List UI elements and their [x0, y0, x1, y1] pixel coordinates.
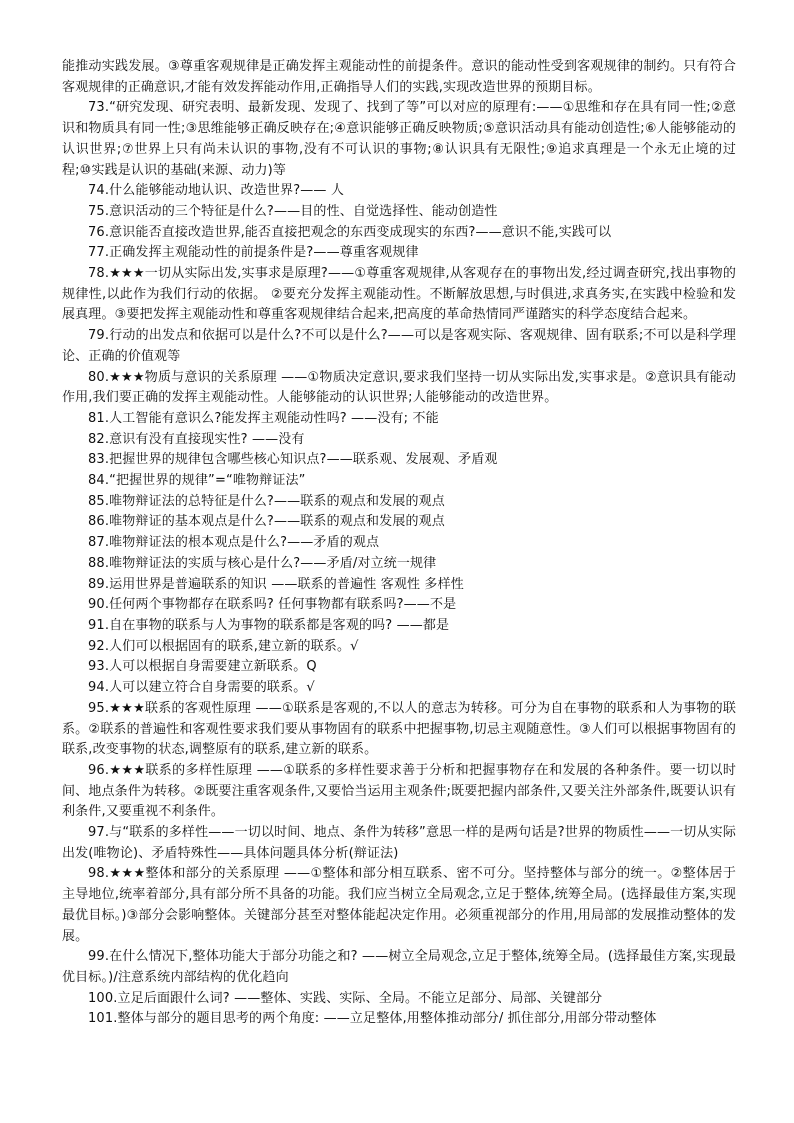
item-86: 86.唯物辩证的基本观点是什么?——联系的观点和发展的观点 [88, 514, 445, 530]
item-80: 80.★★★物质与意识的关系原理 ——①物质决定意识,要求我们坚持一切从实际出发,实事求是。②意识具有能动作用,我们要正确的发挥主观能动性。人能够能动的认识世界;人能够能动的改造世界。 [62, 369, 736, 406]
paragraph-continuation: 能推动实践发展。③尊重客观规律是正确发挥主观能动性的前提条件。意识的能动性受到客观规律的制约。只有符合客观规律的正确意识,才能有效发挥能动作用,正确指导人们的实践,实现改造世界的预期目标。 [62, 59, 736, 95]
item-74: 74.什么能够能动地认识、改造世界?—— 人 [88, 183, 345, 199]
item-90: 90.任何两个事物都存在联系吗? 任何事物都有联系吗?——不是 [88, 597, 457, 613]
item-98: 98.★★★整体和部分的关系原理 ——①整体和部分相互联系、密不可分。坚持整体与部分的统一。②整体居于主导地位,统率着部分,具有部分所不具备的功能。我们应当树立全局观念,立足于整体,统筹全局。(选择最佳方案,实现最优目标。)③部分会影响整体。关键部分甚至对整体能起决定作用。必须重视部分的作用,用局部的发展推动整体的发展。 [62, 866, 736, 944]
item-83: 83.把握世界的规律包含哪些核心知识点?——联系观、发展观、矛盾观 [88, 452, 498, 468]
item-76: 76.意识能否直接改造世界,能否直接把观念的东西变成现实的东西?——意识不能,实践可以 [88, 224, 612, 240]
item-82: 82.意识有没有直接现实性? ——没有 [88, 431, 305, 447]
item-78: 78.★★★一切从实际出发,实事求是原理?——①尊重客观规律,从客观存在的事物出发,经过调查研究,找出事物的规律性,以此作为我们行动的依据。 ②要充分发挥主观能动性。不断解放思想,与时俱进,求真务实,在实践中检验和发展真理。③要把发挥主观能动性和尊重客观规律结合起来,把高度的革命热情同严谨踏实的科学态度结合起来。 [62, 266, 736, 323]
item-87: 87.唯物辩证法的根本观点是什么?——矛盾的观点 [88, 535, 380, 551]
item-99: 99.在什么情况下,整体功能大于部分功能之和? ——树立全局观念,立足于整体,统筹全局。(选择最佳方案,实现最优目标。)/注意系统内部结构的优化趋向 [62, 949, 736, 985]
item-77: 77.正确发挥主观能动性的前提条件是?——尊重客观规律 [88, 245, 419, 261]
item-92: 92.人们可以根据固有的联系,建立新的联系。√ [88, 638, 359, 654]
item-84: 84.“把握世界的规律”=“唯物辩证法” [88, 473, 306, 489]
item-97: 97.与“联系的多样性——一切以时间、地点、条件为转移”意思一样的是两句话是?世界的物质性——一切从实际出发(唯物论)、矛盾特殊性——具体问题具体分析(辩证法) [62, 825, 736, 861]
item-100: 100.立足后面跟什么词? ——整体、实践、实际、全局。不能立足部分、局部、关键部分 [88, 990, 603, 1006]
item-73: 73.“研究发现、研究表明、最新发现、发现了、找到了等”可以对应的原理有:——①思维和存在具有同一性;②意识和物质具有同一性;③思维能够正确反映存在;④意识能够正确反映物质;⑤意识活动具有能动创造性;⑥人能够能动的认识世界;⑦世界上只有尚未认识的事物,没有不可认识的事物;⑧认识具有无限性;⑨追求真理是一个永无止境的过程;⑩实践是认识的基础(来源、动力)等 [62, 100, 736, 178]
item-88: 88.唯物辩证法的实质与核心是什么?——矛盾/对立统一规律 [88, 555, 437, 571]
item-85: 85.唯物辩证法的总特征是什么?——联系的观点和发展的观点 [88, 493, 445, 509]
item-93: 93.人可以根据自身需要建立新联系。Q [88, 659, 317, 675]
item-79: 79.行动的出发点和依据可以是什么?不可以是什么?——可以是客观实际、客观规律、固有联系;不可以是科学理论、正确的价值观等 [62, 328, 736, 364]
item-89: 89.运用世界是普遍联系的知识 ——联系的普遍性 客观性 多样性 [88, 576, 464, 592]
item-81: 81.人工智能有意识么?能发挥主观能动性吗? ——没有; 不能 [88, 410, 439, 426]
item-95: 95.★★★联系的客观性原理 ——①联系是客观的,不以人的意志为转移。可分为自在事物的联系和人为事物的联系。②联系的普遍性和客观性要求我们要从事物固有的联系中把握事物,切忌主观随意性。③人们可以根据事物固有的联系,改变事物的状态,调整原有的联系,建立新的联系。 [62, 700, 736, 758]
item-101: 101.整体与部分的题目思考的两个角度: ——立足整体,用整体推动部分/ 抓住部分,用部分带动整体 [88, 1011, 657, 1027]
item-91: 91.自在事物的联系与人为事物的联系都是客观的吗? ——都是 [88, 617, 450, 633]
item-75: 75.意识活动的三个特征是什么?——目的性、自觉选择性、能动创造性 [88, 203, 498, 219]
item-94: 94.人可以建立符合自身需要的联系。√ [88, 680, 315, 696]
item-96: 96.★★★联系的多样性原理 ——①联系的多样性要求善于分析和把握事物存在和发展的各种条件。要一切以时间、地点条件为转移。②既要注重客观条件,又要恰当运用主观条件;既要把握内部条件,又要关注外部条件,既要认识有利条件,又要重视不利条件。 [62, 762, 736, 820]
